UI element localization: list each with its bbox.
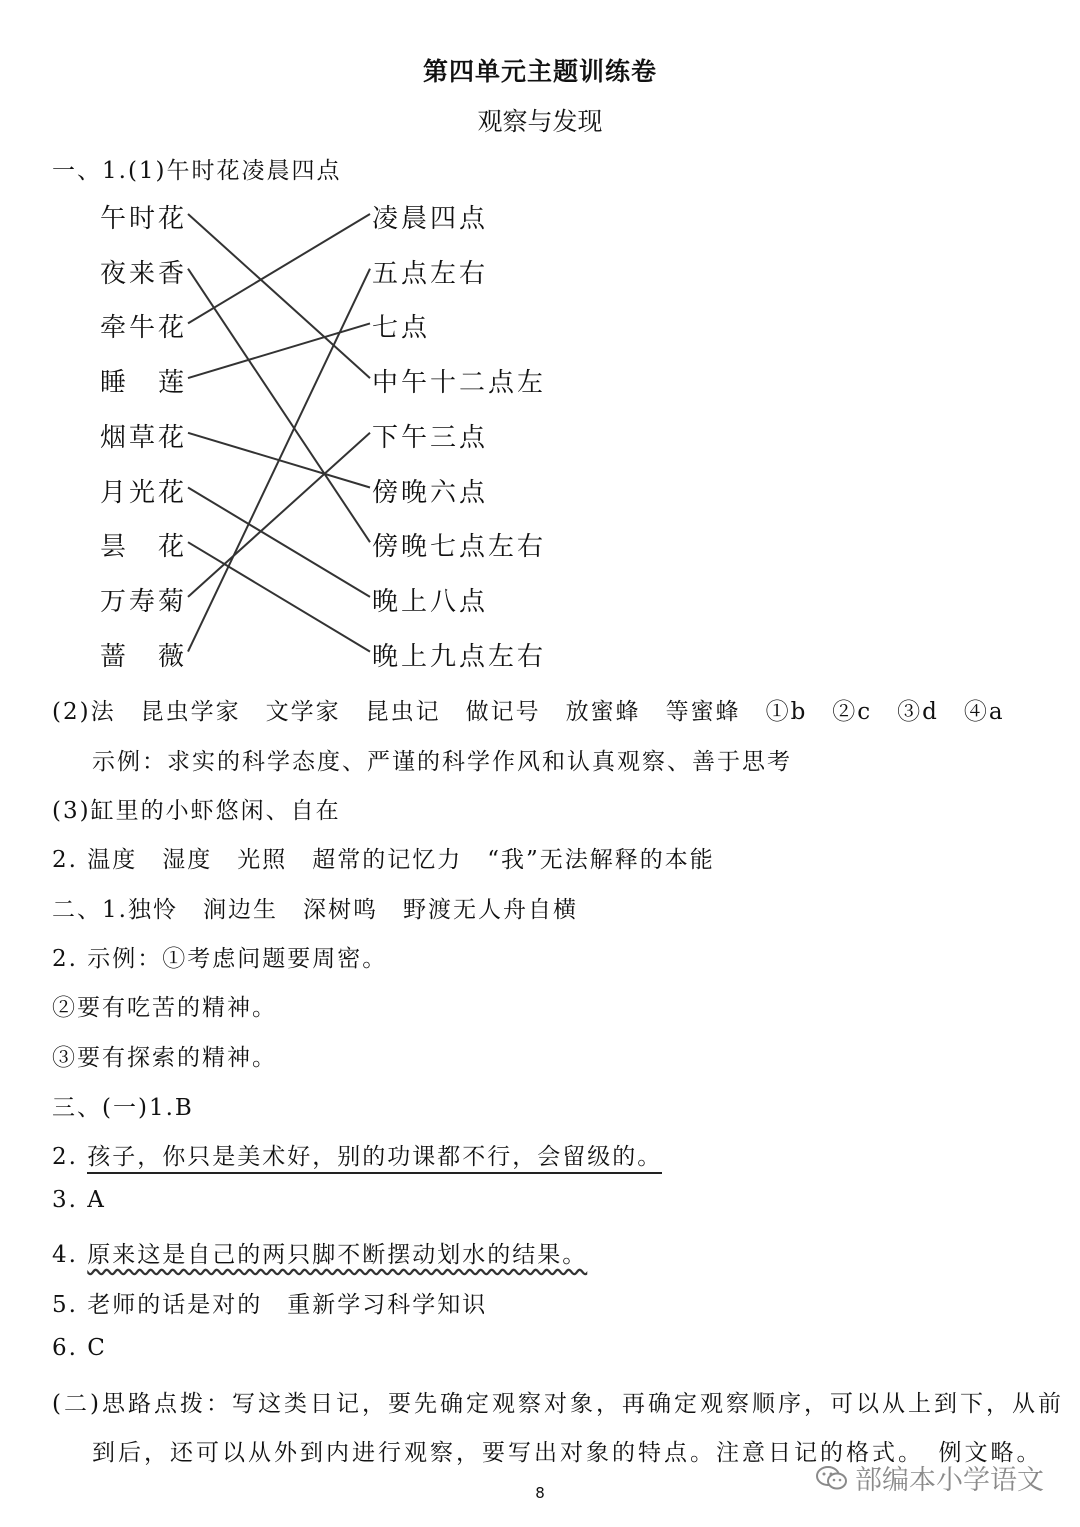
watermark [815,1458,1044,1497]
s3-q4-wavy-text: 原来这是自己的两只脚不断摆动划水的结果。 [87,1242,588,1268]
matching-connector-line [188,214,370,378]
matching-lines [0,0,1080,700]
matching-right-item: 中午十二点左 [372,368,547,399]
s3-q1-answer: 三、(一)1.B [52,1095,194,1121]
s2-q2-answer: 2. 示例：①考虑问题要周密。 [52,946,388,972]
matching-connector-line [188,433,370,597]
s3-q2-number: 2. [52,1144,78,1170]
q1-2-example: 示例：求实的科学态度、严谨的科学作风和认真观察、善于思考 [92,749,792,775]
s3-q3-answer: 3. A [52,1187,106,1213]
matching-right-item: 七点 [372,313,431,344]
s2-q1-answer: 二、1.独怜 涧边生 深树鸣 野渡无人舟自横 [52,897,578,923]
matching-right-item: 五点左右 [372,258,489,289]
q1-2-answers: (2)法 昆虫学家 文学家 昆虫记 做记号 放蜜蜂 等蜜蜂 ①b ②c ③d ④a [52,699,1005,725]
matching-left-item: 牵牛花 [100,313,188,344]
s3-q4-number: 4. [52,1242,78,1268]
matching-right-item: 下午三点 [372,422,489,453]
page-number: 8 [535,1484,545,1502]
matching-left-item: 月光花 [100,477,188,508]
matching-connector-line [188,269,370,652]
matching-left-item: 睡 莲 [100,368,188,399]
matching-left-item: 万寿菊 [100,586,188,617]
s3-q6-answer: 6. C [52,1335,107,1361]
matching-right-item: 傍晚七点左右 [372,532,547,563]
s3-part2-line1: (二)思路点拨：写这类日记，要先确定观察对象，再确定观察顺序，可以从上到下，从前 [52,1391,1064,1417]
section1-q1-1: 一、1.(1)午时花凌晨四点 [52,158,342,184]
watermark-text: 部编本小学语文 [855,1465,1044,1496]
page-subtitle: 观察与发现 [477,107,603,136]
s3-part2-line2: 到后，还可以从外到内进行观察，要写出对象的特点。注意日记的格式。 例文略。 [92,1440,1043,1466]
matching-right-item: 晚上八点 [372,586,489,617]
matching-connector-line [188,323,370,378]
s2-q2-item-3: ③要有探索的精神。 [52,1045,277,1071]
matching-right-item: 晚上九点左右 [372,641,547,672]
matching-connector-line [188,214,370,323]
matching-left-item: 午时花 [100,204,188,234]
matching-left-item: 蔷 薇 [100,641,188,672]
matching-connector-line [188,542,370,651]
q1-3-answer: (3)缸里的小虾悠闲、自在 [52,798,341,824]
s2-q2-item-2: ②要有吃苦的精神。 [52,995,277,1021]
page-title: 第四单元主题训练卷 [422,57,657,86]
matching-left-item: 昙 花 [100,532,188,563]
wechat-icon [815,1464,849,1492]
matching-connector-line [188,488,370,597]
s3-q2-answer [52,1138,662,1171]
matching-right-item: 凌晨四点 [372,204,489,234]
matching-connector-line [188,269,370,543]
s3-q4-answer [52,1236,587,1269]
matching-left-item: 烟草花 [100,422,188,453]
matching-left-item: 夜来香 [100,258,188,289]
s3-q5-answer: 5. 老师的话是对的 重新学习科学知识 [52,1292,488,1318]
q2-answer: 2. 温度 湿度 光照 超常的记忆力 “我”无法解释的本能 [52,847,715,873]
s3-q2-underlined-text: 孩子，你只是美术好，别的功课都不行，会留级的。 [87,1144,662,1174]
matching-right-item: 傍晚六点 [372,477,489,508]
